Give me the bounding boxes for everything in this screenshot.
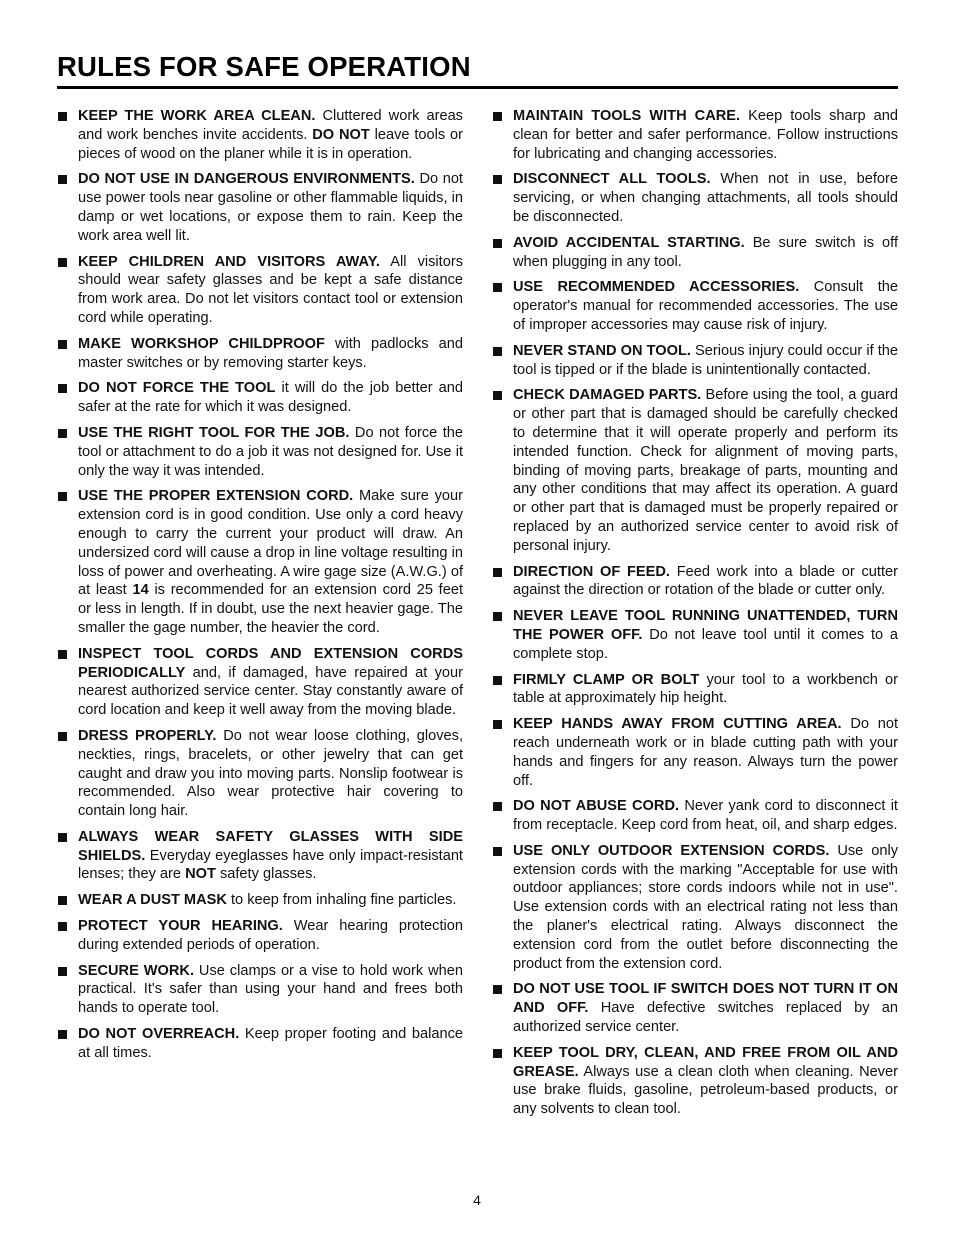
rule-text: with padlocks and master switches or by removing starter keys. [78,335,464,371]
square-bullet-icon [493,720,502,729]
square-bullet-icon [58,175,67,184]
rule-title: USE THE RIGHT TOOL FOR THE JOB. [78,424,350,441]
rule-text: Use only extension cords with the marking "Acceptable for use with outdoor appliances; store cords indoors while not in use". Use extension cords with an electrical rating not less than the planer's electrical rating. Always disconnect the extension cord from the outlet before disconnecting the product from the extension cord. [513,842,899,972]
rule-text-continued: is recommended for an extension cord 25 feet or less in length. If in doubt, use the next heavier gage. The smaller the gage number, the heavier the cord. [78,582,464,636]
rule-title: PROTECT YOUR HEARING. [78,918,283,935]
rule-title: INSPECT TOOL CORDS AND EXTENSION CORDS PERIODICALLY [78,645,463,681]
rule-text: All visitors should wear safety glasses and be kept a safe distance from work area. Do not let visitors contact tool or extension cord while operating. [78,253,463,326]
square-bullet-icon [58,340,67,349]
rule-text: Feed work into a blade or cutter against the direction or rotation of the blade or cutter only. [513,563,898,599]
rule-text: Serious injury could occur if the tool is tipped or if the blade is unintentionally contacted. [513,342,898,378]
square-bullet-icon [58,1030,67,1039]
square-bullet-icon [493,847,502,856]
rule-text: Always use a clean cloth when cleaning. Never use brake fluids, gasoline, petroleum-based products, or any solvents to clean tool. [513,1063,899,1118]
page-title: RULES FOR SAFE OPERATION [57,51,471,82]
rule-emphasis: 14 [132,582,149,599]
square-bullet-icon [58,112,67,121]
rule-text-continued: safety glasses. [219,866,317,883]
square-bullet-icon [58,492,67,501]
rule-text: Make sure your extension cord is in good condition. Use only a cord heavy enough to carry the current your product will draw. An undersized cord will cause a drop in line voltage resulting in loss of power and overheating. A wire gage size (A.W.G.) of at least [78,488,463,599]
rule-title: USE THE PROPER EXTENSION CORD. [78,488,354,505]
safety-rule [489,342,898,380]
safety-rule [54,828,463,884]
rule-title: NEVER LEAVE TOOL RUNNING UNATTENDED, TURN THE POWER OFF. [513,608,898,643]
rule-title: CHECK DAMAGED PARTS. [513,387,702,404]
square-bullet-icon [493,985,502,994]
square-bullet-icon [493,391,502,400]
safety-rule [54,424,463,480]
safety-rule [489,170,898,226]
square-bullet-icon [58,922,67,931]
rule-title: MAKE WORKSHOP CHILDPROOF [78,335,325,352]
rule-text: Do not leave tool until it comes to a complete stop. [513,626,899,662]
safety-rule [489,797,898,835]
rule-text: Do not use power tools near gasoline or other flammable liquids, in damp or wet locations, or expose them to rain. Keep the work area well lit. [78,171,463,244]
rule-text: Everyday eyeglasses have only impact-resistant lenses; they are [78,847,463,883]
rule-text: Be sure switch is off when plugging in any tool. [513,234,898,270]
rule-title: DO NOT USE TOOL IF SWITCH DOES NOT TURN IT ON AND OFF. [513,981,898,1017]
square-bullet-icon [58,384,67,393]
rule-text: Wear hearing protection during extended periods of operation. [78,918,463,953]
rule-text: to keep from inhaling fine particles. [230,892,457,909]
rule-title: DRESS PROPERLY. [78,727,217,744]
rule-text: When not in use, before servicing, or when changing attachments, all tools should be disconnected. [513,171,899,225]
rule-text: Use clamps or a vise to hold work when practical. It's safer than using your hand and frees both hands to operate tool. [78,962,463,1017]
rules-column-left [54,107,463,1070]
safety-rule [54,487,463,637]
rule-title: KEEP HANDS AWAY FROM CUTTING AREA. [513,716,842,733]
rule-text: your tool to a workbench or table at approximately hip height. [513,671,898,707]
safety-rule [54,962,463,1018]
rule-title: DISCONNECT ALL TOOLS. [513,171,711,188]
rule-title: FIRMLY CLAMP OR BOLT [513,671,700,688]
safety-rule [489,607,898,663]
rule-text: Do not reach underneath work or in blade cutting path with your hands and fingers for any reason. Always turn the power off. [513,716,899,789]
rule-title: KEEP CHILDREN AND VISITORS AWAY. [78,253,380,270]
rule-title: WEAR A DUST MASK [78,892,227,909]
rule-text: Have defective switches replaced by an authorized service center. [513,1000,898,1036]
rule-text: it will do the job better and safer at the rate for which it was designed. [78,380,463,416]
square-bullet-icon [493,347,502,356]
rule-title: SECURE WORK. [78,962,194,979]
rule-text: and, if damaged, have repaired at your nearest authorized service center. Stay constantly aware of cord location and keep it well away from the moving blade. [78,664,463,719]
rule-title: DO NOT ABUSE CORD. [513,798,680,815]
square-bullet-icon [493,112,502,121]
rule-text: Never yank cord to disconnect it from receptacle. Keep cord from heat, oil, and sharp edges. [513,798,898,834]
safety-rule [54,107,463,163]
safety-rule [489,386,898,555]
square-bullet-icon [493,239,502,248]
rule-text: Do not wear loose clothing, gloves, neckties, rings, bracelets, or other jewelry that can get caught and draw you into moving parts. Nonslip footwear is recommended. Also wear protective hair covering to contain long hair. [78,727,464,820]
title-divider [57,86,898,89]
square-bullet-icon [493,1049,502,1058]
square-bullet-icon [58,429,67,438]
rule-title: USE ONLY OUTDOOR EXTENSION CORDS. [513,842,830,859]
square-bullet-icon [58,650,67,659]
rule-text: Keep tools sharp and clean for better and safer performance. Follow instructions for lubricating and changing accessories. [513,108,898,162]
safety-rule [54,170,463,245]
rule-text: Cluttered work areas and work benches invite accidents. [78,108,463,143]
rule-title: MAINTAIN TOOLS WITH CARE. [513,108,741,124]
square-bullet-icon [493,568,502,577]
square-bullet-icon [58,833,67,842]
rule-title: KEEP THE WORK AREA CLEAN. [78,108,316,124]
safety-rule [54,645,463,720]
rule-title: ALWAYS WEAR SAFETY GLASSES WITH SIDE SHIELDS. [78,828,463,864]
rule-title: DO NOT USE IN DANGEROUS ENVIRONMENTS. [78,171,415,188]
rule-text: Consult the operator's manual for recommended accessories. The use of improper accessories may cause risk of injury. [513,279,898,333]
safety-rule [489,671,898,709]
safety-rule [489,563,898,601]
safety-rule [54,917,463,955]
square-bullet-icon [58,967,67,976]
rule-title: KEEP TOOL DRY, CLEAN, AND FREE FROM OIL AND GREASE. [513,1044,898,1080]
rule-text-continued: leave tools or pieces of wood on the planer while it is in operation. [78,126,463,162]
rule-title: NEVER STAND ON TOOL. [513,342,691,359]
square-bullet-icon [58,896,67,905]
square-bullet-icon [58,732,67,741]
safety-rule [54,379,463,417]
rule-text: Do not force the tool or attachment to do a job it was not designed for. Use it only the way it was intended. [78,424,463,479]
rule-title: DO NOT OVERREACH. [78,1026,240,1043]
rule-title: DO NOT FORCE THE TOOL [78,380,276,397]
rule-title: USE RECOMMENDED ACCESSORIES. [513,279,800,296]
rule-text: Before using the tool, a guard or other part that is damaged should be carefully checked to determine that it will operate properly and perform its intended function. Check for alignment of moving parts, binding of moving parts, breakage of parts, mounting and any other conditions that may affect its operation. A guard or other part that is damaged must be properly repaired or replaced by an authorized service center to avoid risk of personal injury. [513,387,898,554]
rules-column-right [489,107,898,1126]
safety-rule [489,107,898,163]
rule-text: Keep proper footing and balance at all times. [78,1026,463,1061]
square-bullet-icon [58,258,67,267]
square-bullet-icon [493,612,502,621]
safety-rule [54,1025,463,1063]
safety-rule [489,980,898,1036]
rule-title: DIRECTION OF FEED. [513,563,670,580]
square-bullet-icon [493,175,502,184]
safety-rule [489,234,898,272]
rule-emphasis: NOT [185,866,216,883]
page-number: 4 [473,1192,481,1208]
safety-rule [489,1044,898,1119]
rule-emphasis: DO NOT [312,126,370,143]
rule-title: AVOID ACCIDENTAL STARTING. [513,234,745,251]
square-bullet-icon [493,283,502,292]
safety-rule [54,253,463,328]
safety-rule [54,727,463,821]
safety-rule [54,891,463,910]
safety-rule [489,278,898,334]
square-bullet-icon [493,676,502,685]
square-bullet-icon [493,802,502,811]
safety-rule [489,842,898,974]
safety-rule [489,715,898,790]
safety-rule [54,335,463,373]
